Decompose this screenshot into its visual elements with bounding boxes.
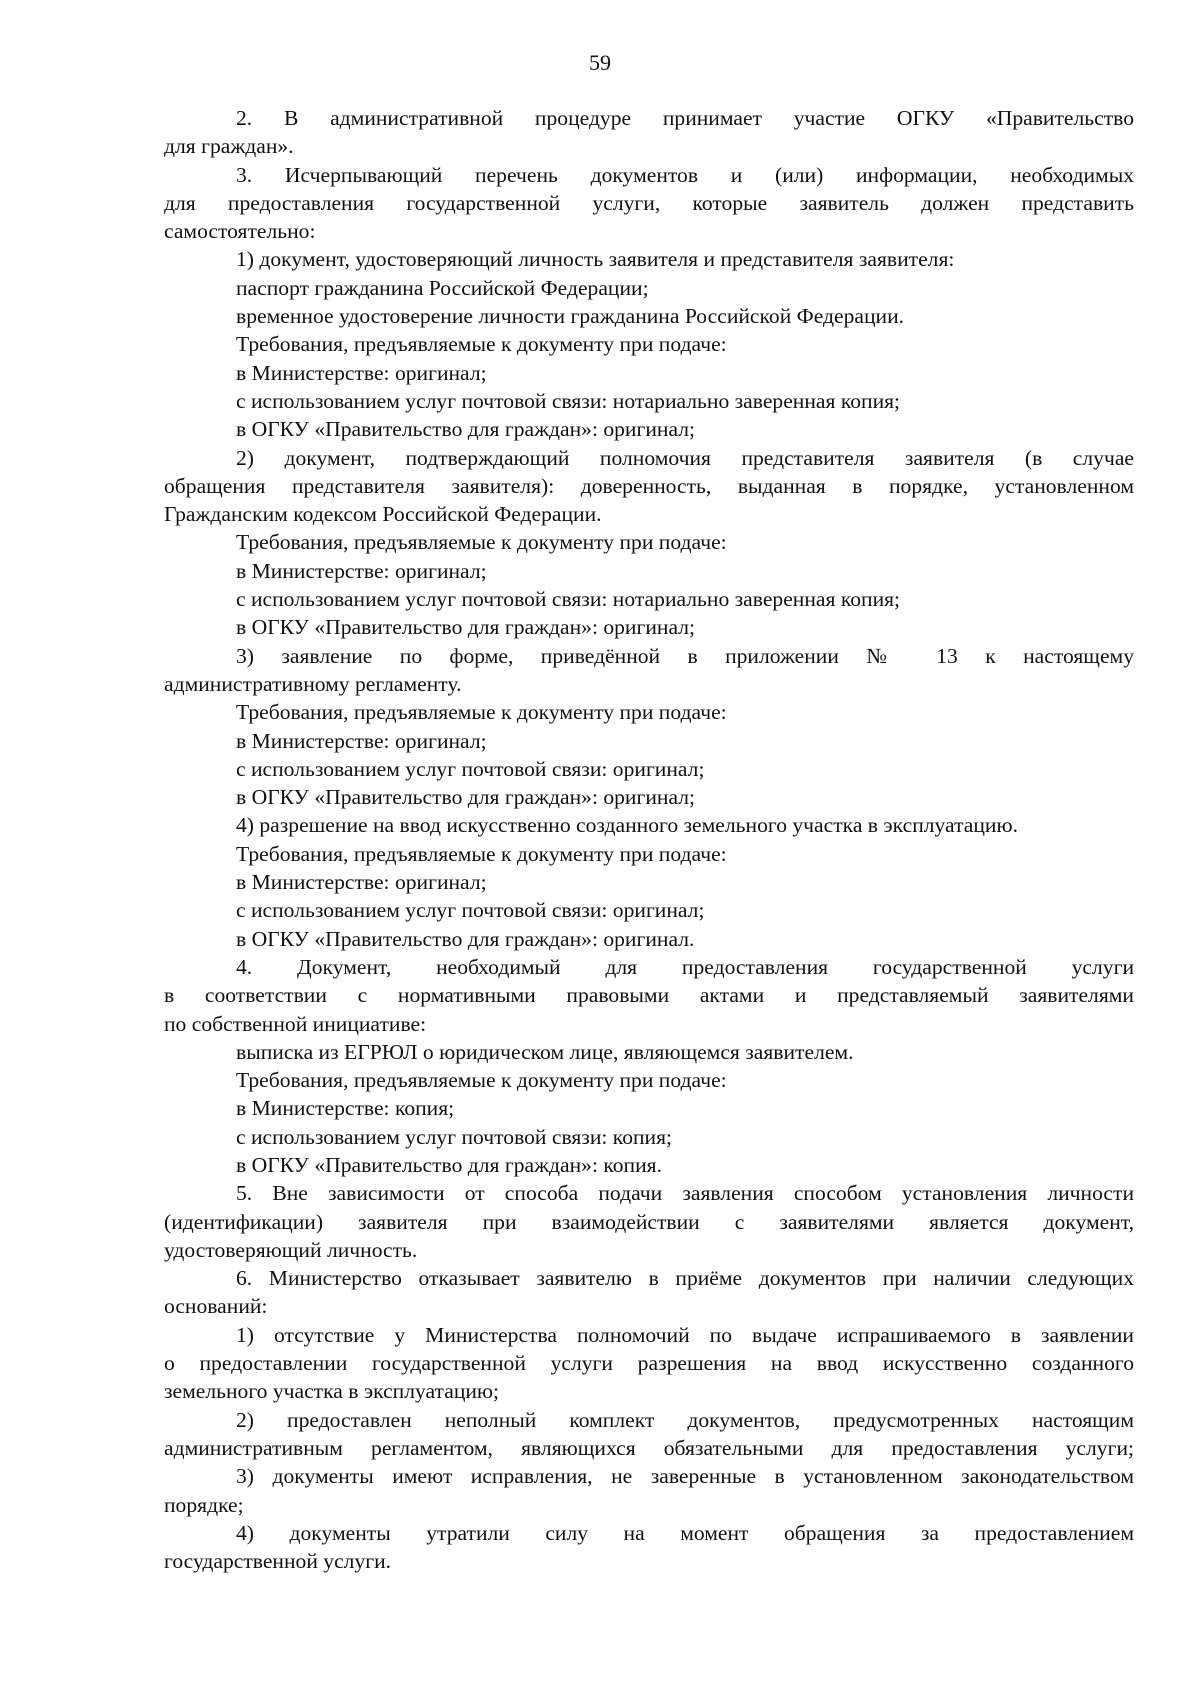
text-line: Требования, предъявляемые к документу при подаче: <box>236 700 727 725</box>
text-line: 5. Вне зависимости от способа подачи заявления способом установления личности <box>236 1181 1134 1206</box>
text-line: для предоставления государственной услуги, которые заявитель должен представить <box>164 190 1134 215</box>
text-line: 3. Исчерпывающий перечень документов и (или) информации, необходимых <box>236 162 1134 187</box>
text-line: самостоятельно: <box>164 219 316 244</box>
text-line: в Министерстве: оригинал; <box>236 360 487 385</box>
text-line: обращения представителя заявителя): доверенность, выданная в порядке, установленном <box>164 473 1134 498</box>
text-line: 3) заявление по форме, приведённой в приложении № 13 к настоящему <box>236 643 1134 668</box>
text-line: оснований: <box>164 1294 268 1319</box>
text-line: по собственной инициативе: <box>164 1011 427 1036</box>
text-line: 1) отсутствие у Министерства полномочий по выдаче испрашиваемого в заявлении <box>236 1322 1134 1347</box>
text-line: 4) разрешение на ввод искусственно созданного земельного участка в эксплуатацию. <box>236 813 1018 838</box>
text-line: в ОГКУ «Правительство для граждан»: копия. <box>236 1152 662 1177</box>
text-line: Гражданским кодексом Российской Федерации. <box>164 502 602 527</box>
text-line: административному регламенту. <box>164 671 462 696</box>
text-line: в соответствии с нормативными правовыми актами и представляемый заявителями <box>164 983 1134 1008</box>
text-line: порядке; <box>164 1492 244 1517</box>
text-line: 6. Министерство отказывает заявителю в приёме документов при наличии следующих <box>236 1266 1134 1291</box>
text-line: для граждан». <box>164 134 294 159</box>
text-line: о предоставлении государственной услуги разрешения на ввод искусственно созданного <box>164 1351 1134 1376</box>
text-line: в Министерстве: копия; <box>236 1096 455 1121</box>
text-line: в Министерстве: оригинал; <box>236 870 487 895</box>
text-line: паспорт гражданина Российской Федерации; <box>236 275 649 300</box>
text-line: 1) документ, удостоверяющий личность заявителя и представителя заявителя: <box>236 247 955 272</box>
text-line: 2. В административной процедуре принимает участие ОГКУ «Правительство <box>236 106 1134 130</box>
text-line: с использованием услуг почтовой связи: копия; <box>236 1124 673 1149</box>
text-line: 3) документы имеют исправления, не заверенные в установленном законодательством <box>236 1464 1134 1489</box>
text-line: государственной услуги. <box>164 1549 392 1574</box>
text-line: (идентификации) заявителя при взаимодействии с заявителями является документ, <box>164 1209 1134 1234</box>
text-line: 2) документ, подтверждающий полномочия представителя заявителя (в случае <box>236 445 1134 470</box>
text-line: выписка из ЕГРЮЛ о юридическом лице, являющемся заявителем. <box>236 1039 854 1064</box>
text-line: Требования, предъявляемые к документу при подаче: <box>236 332 727 357</box>
text-line: удостоверяющий личность. <box>164 1237 418 1262</box>
text-line: 2) предоставлен неполный комплект документов, предусмотренных настоящим <box>236 1407 1134 1432</box>
text-line: Требования, предъявляемые к документу при подаче: <box>236 530 727 555</box>
text-line: административным регламентом, являющихся обязательными для предоставления услуги; <box>164 1435 1134 1460</box>
text-line: временное удостоверение личности гражданина Российской Федерации. <box>236 304 905 329</box>
text-line: с использованием услуг почтовой связи: оригинал; <box>236 898 705 923</box>
page-number: 59 <box>589 50 611 75</box>
document-body <box>164 104 1134 1575</box>
text-line: с использованием услуг почтовой связи: оригинал; <box>236 756 705 781</box>
text-line: в ОГКУ «Правительство для граждан»: оригинал; <box>236 615 696 640</box>
text-line: с использованием услуг почтовой связи: нотариально заверенная копия; <box>236 587 901 612</box>
text-line: в ОГКУ «Правительство для граждан»: оригинал; <box>236 417 696 442</box>
text-line: 4) документы утратили силу на момент обращения за предоставлением <box>236 1520 1134 1545</box>
text-line: Требования, предъявляемые к документу при подаче: <box>236 1068 727 1093</box>
text-line: в ОГКУ «Правительство для граждан»: оригинал. <box>236 926 695 951</box>
text-line: в Министерстве: оригинал; <box>236 728 487 753</box>
text-line: в Министерстве: оригинал; <box>236 558 487 583</box>
text-line: Требования, предъявляемые к документу при подаче: <box>236 841 727 866</box>
text-line: с использованием услуг почтовой связи: нотариально заверенная копия; <box>236 388 901 413</box>
text-line: 4. Документ, необходимый для предоставления государственной услуги <box>236 954 1134 979</box>
text-line: в ОГКУ «Правительство для граждан»: оригинал; <box>236 785 696 810</box>
text-line: земельного участка в эксплуатацию; <box>164 1379 500 1404</box>
